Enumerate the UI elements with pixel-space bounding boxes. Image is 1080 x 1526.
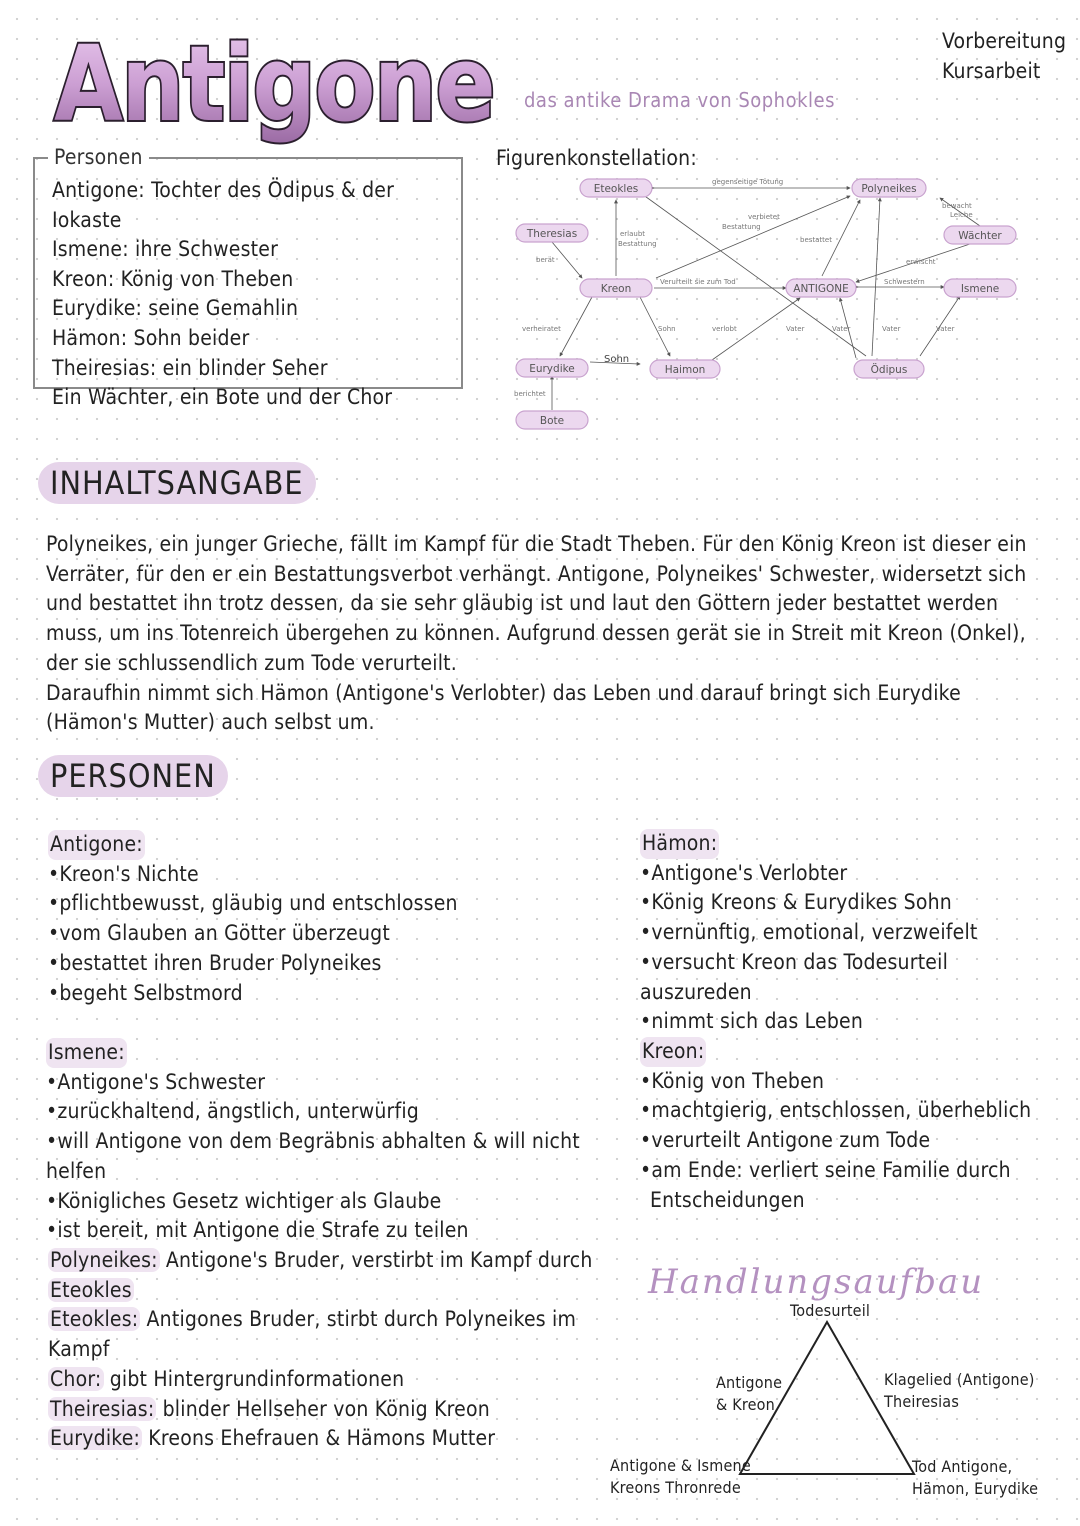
trait-item: •Antigone's Verlobter (640, 860, 848, 885)
plot-label-catastrophe (912, 1456, 1038, 1500)
prep-line-2: Kursarbeit (942, 59, 1041, 83)
plot-label-rising (716, 1372, 782, 1416)
other-character-name: Chor: (50, 1366, 102, 1391)
character-kreon (640, 1037, 1060, 1215)
node-polyneikes (852, 179, 926, 197)
edge-label-verbietet: verbietet (748, 213, 780, 221)
node-kreon (580, 279, 652, 297)
title-text: Antigone (54, 23, 494, 145)
character-ismene (46, 1038, 626, 1246)
edge-label-beraet: berät (536, 256, 555, 264)
plot-label-line: Kreons Thronrede (610, 1478, 741, 1497)
trait-item: •bestattet ihren Bruder Polyneikes (48, 950, 382, 975)
other-character-name: Eteokles (50, 1277, 132, 1302)
persons-box-title: Personen (48, 145, 149, 169)
summary-paragraph-1: Polyneikes, ein junger Grieche, fällt im Kampf für die Stadt Theben. Für den König Kreon ist dieser ein Verräter, für den er ein Bestattungsverbot verhängt. Antigone, Polyneikes' Schwester, widersetzt sich und bestattet ihn trotz dessen, da sie sehr gläubig ist und laut den Göttern jeder bestattet werden muss, um ins Totenreich übergehen zu können. Aufgrund dessen gerät sie in Streit mit Kreon (Onkel), der sie schlussendlich zum Tode verurteilt. (46, 532, 1027, 675)
other-character-item (48, 1365, 628, 1395)
edge-oedipus-polyneikes (872, 198, 880, 356)
plot-label-line: & Kreon (716, 1395, 775, 1414)
character-haemon (640, 829, 1060, 1037)
summary-paragraph-2: Daraufhin nimmt sich Hämon (Antigone's Verlobter) das Leben und darauf bringt sich Eurydike (Hämon's Mutter) auch selbst um. (46, 680, 961, 735)
character-traits (640, 1067, 1060, 1216)
trait-item: •vom Glauben an Götter überzeugt (48, 921, 390, 946)
edge-label-berichtet: berichtet (514, 390, 546, 398)
other-character-name: Polyneikes: (50, 1248, 158, 1272)
persons-list-item: Hämon: Sohn beider (52, 325, 250, 350)
character-traits (640, 859, 1060, 1037)
characters-heading: PERSONEN (38, 755, 228, 797)
node-label: ANTIGONE (793, 283, 849, 295)
edge-theresias-kreon (552, 242, 582, 278)
node-eurydike (516, 359, 588, 377)
edge-label-verlobt: verlobt (712, 325, 737, 333)
plot-label-climax: Todesurteil (790, 1301, 871, 1320)
title-graphic (48, 12, 508, 150)
preparation-note (942, 26, 1066, 86)
plot-label-line: Hämon, Eurydike (912, 1479, 1039, 1498)
edge-label-sohn: Sohn (604, 354, 630, 365)
edge-label-erlaubt: erlaubt (620, 230, 646, 238)
other-character-item (48, 1246, 628, 1276)
other-character-item (48, 1305, 628, 1364)
persons-list-item: Ein Wächter, ein Bote und der Chor (52, 385, 393, 410)
other-character-text: Antigone's Bruder, verstirbt im Kampf durch (159, 1248, 593, 1272)
node-haimon (650, 360, 720, 378)
edge-label-schwestern: Schwestern (884, 278, 925, 286)
plot-label-line: Tod Antigone, (912, 1457, 1013, 1476)
character-name: Hämon: (640, 829, 719, 859)
page-title (48, 12, 508, 150)
other-characters-list (48, 1246, 628, 1454)
character-traits (48, 860, 608, 1009)
edge-label-sohn-small: Sohn (658, 325, 676, 333)
node-label: Ödipus (870, 364, 908, 376)
node-theresias (516, 224, 588, 242)
plot-structure-title: Handlungsaufbau (648, 1262, 985, 1302)
other-character-item (48, 1424, 628, 1454)
trait-item: •Antigone's Schwester (46, 1069, 266, 1094)
trait-item: •begeht Selbstmord (48, 980, 243, 1005)
other-character-text: gibt Hintergrundinformationen (103, 1366, 405, 1391)
summary-text (46, 530, 1056, 738)
trait-item: •versucht Kreon das Todesurteil auszureden (640, 949, 949, 1004)
edge-label-verurteilt: Verurteilt sie zum Tod (660, 278, 736, 286)
other-character-item (48, 1276, 628, 1306)
trait-item: •nimmt sich das Leben (640, 1009, 864, 1034)
character-name: Antigone: (48, 830, 145, 860)
persons-list (52, 176, 462, 413)
prep-line-1: Vorbereitung (942, 29, 1067, 53)
node-oedipus (854, 360, 924, 378)
summary-heading: INHALTSANGABE (38, 462, 316, 504)
other-character-text: Antigones Bruder, stirbt durch Polyneikes im Kampf (48, 1307, 577, 1362)
edge-label-vater-3: Vater (882, 325, 901, 333)
other-character-name: Eurydike: (50, 1426, 141, 1451)
character-name: Kreon: (640, 1037, 706, 1067)
trait-item: •machtgierig, entschlossen, überheblich (640, 1098, 1032, 1123)
plot-label-line: Theiresias (884, 1392, 960, 1411)
edge-label-vater-1: Vater (786, 325, 805, 333)
trait-item: •verurteilt Antigone zum Tode (640, 1128, 931, 1153)
edge-kreon-eurydike (560, 297, 592, 356)
plot-label-line: Klagelied (Antigone) (884, 1370, 1035, 1389)
trait-item: Entscheidungen (650, 1187, 805, 1212)
node-label: Kreon (600, 283, 632, 295)
other-character-name: Eteokles: (50, 1307, 139, 1332)
trait-item: •Kreon's Nichte (48, 861, 199, 886)
node-label: Haimon (664, 364, 706, 376)
node-waechter (944, 226, 1016, 244)
trait-item: •will Antigone von dem Begräbnis abhalten & will nicht helfen (46, 1129, 580, 1183)
trait-item: •vernünftig, emotional, verzweifelt (640, 920, 978, 945)
plot-label-falling (884, 1369, 1035, 1413)
persons-list-item: Eurydike: seine Gemahlin (52, 296, 299, 321)
trait-item: •König von Theben (640, 1068, 825, 1093)
node-label: Eteokles (593, 183, 639, 195)
node-label: Wächter (958, 230, 1002, 242)
persons-list-item: Theiresias: ein blinder Seher (52, 355, 328, 380)
trait-item: •zurückhaltend, ängstlich, unterwürfig (46, 1099, 419, 1124)
edge-label-vater-2: Vater (832, 325, 851, 333)
edge-label-bestattung: Bestattung (722, 223, 761, 231)
plot-label-line: Antigone (716, 1373, 783, 1392)
node-label: Eurydike (529, 363, 575, 375)
edge-label-mutual-kill: gegenseitige Tötung (712, 178, 784, 186)
edge-label-verheiratet: verheiratet (522, 325, 561, 333)
node-bote (516, 411, 588, 429)
persons-list-item: Kreon: König von Theben (52, 266, 294, 291)
character-antigone (48, 830, 608, 1008)
node-label: Polyneikes (861, 183, 917, 195)
trait-item: •pflichtbewusst, gläubig und entschlossen (48, 891, 458, 916)
node-eteokles (580, 179, 652, 197)
node-antigone (786, 279, 856, 297)
persons-list-item: Ismene: ihre Schwester (52, 237, 279, 262)
edge-label-vater-4: Vater (936, 325, 955, 333)
node-label: Ismene (960, 283, 1000, 295)
figure-constellation-title: Figurenkonstellation: (496, 146, 697, 170)
plot-label-exposition (610, 1455, 751, 1499)
plot-label-line: Antigone & Ismene (610, 1456, 751, 1475)
other-character-text: blinder Hellseher von König Kreon (156, 1396, 490, 1421)
trait-item: •ist bereit, mit Antigone die Strafe zu teilen (46, 1218, 469, 1243)
edge-label-bewacht: bewacht (942, 202, 972, 210)
persons-list-item: Antigone: Tochter des Ödipus & der Iokaste (52, 178, 395, 232)
trait-item: •am Ende: verliert seine Familie durch (640, 1157, 1011, 1182)
node-ismene (944, 279, 1016, 297)
character-traits (46, 1068, 626, 1246)
other-character-text: Kreons Ehefrauen & Hämons Mutter (142, 1426, 496, 1451)
character-name: Ismene: (46, 1038, 127, 1068)
edge-label-erwischt: erwischt (906, 258, 936, 266)
node-label: Bote (539, 415, 565, 427)
edge-label-bestattet: bestattet (800, 236, 832, 244)
edge-label-leiche: Leiche (950, 211, 973, 219)
edge-label-bestattung-2: Bestattung (618, 240, 657, 248)
other-character-item (48, 1395, 628, 1425)
subtitle: das antike Drama von Sophokles (524, 88, 835, 112)
trait-item: •Königliches Gesetz wichtiger als Glaube (46, 1188, 442, 1213)
trait-item: •König Kreons & Eurydikes Sohn (640, 890, 952, 915)
node-label: Theresias (526, 228, 578, 240)
figure-constellation-diagram (500, 170, 1060, 440)
other-character-name: Theiresias: (50, 1396, 155, 1421)
